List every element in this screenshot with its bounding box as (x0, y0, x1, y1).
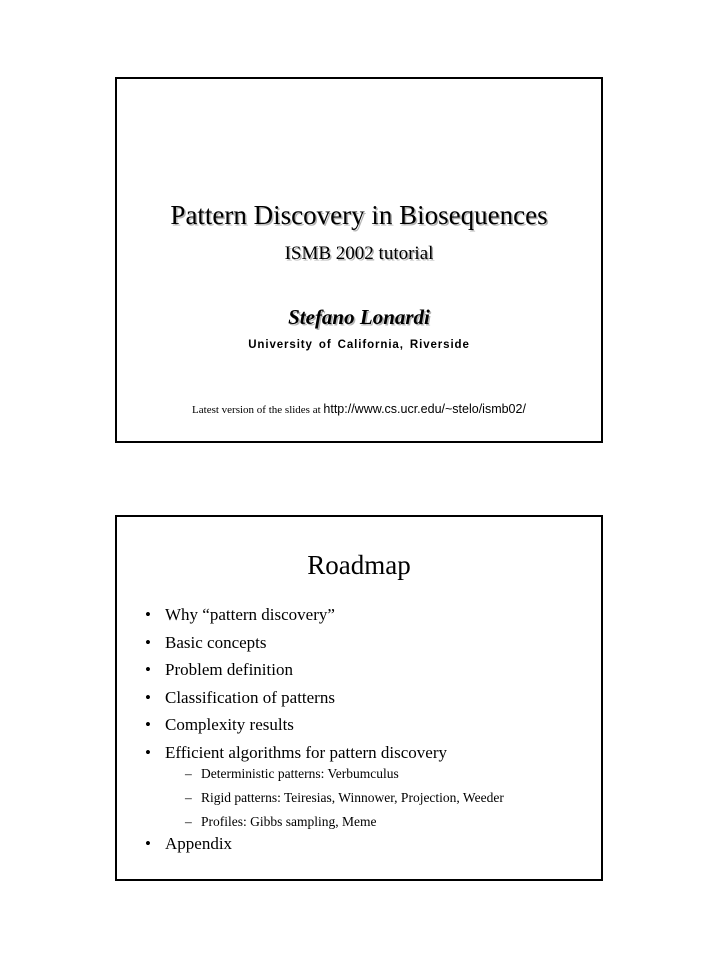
sub-list-item-text: Deterministic patterns: Verbumculus (201, 765, 399, 781)
sub-list-item (165, 790, 504, 806)
list-item-text: Classification of patterns (165, 687, 335, 707)
list-item (145, 715, 504, 735)
author-affiliation: University of California, Riverside (248, 339, 470, 351)
bullet-icon: • (145, 833, 151, 853)
bullet-icon: • (145, 715, 151, 735)
dash-icon: – (185, 765, 192, 781)
list-item (145, 834, 504, 854)
dash-icon: – (185, 813, 192, 829)
title-slide (115, 77, 603, 443)
sub-list-item-text: Profiles: Gibbs sampling, Meme (201, 813, 377, 829)
slide-title: Roadmap (307, 550, 411, 580)
list-item (145, 688, 504, 708)
slide-subtitle: ISMB 2002 tutorial (284, 243, 434, 264)
list-item-text: Why “pattern discovery” (165, 605, 335, 624)
sub-list-item (165, 814, 504, 830)
sub-list (165, 766, 504, 830)
slide-title: Pattern Discovery in Biosequences (170, 200, 548, 230)
list-item (145, 743, 504, 830)
roadmap-slide (115, 515, 603, 881)
bullet-icon: • (145, 605, 151, 624)
list-item (145, 660, 504, 680)
list-item-text: Appendix (165, 833, 233, 853)
dash-icon: – (185, 789, 192, 805)
latest-version-prefix: Latest version of the slides at (192, 404, 321, 416)
roadmap-list (145, 605, 504, 862)
sub-list-item (165, 766, 504, 782)
author-name: Stefano Lonardi (288, 305, 430, 329)
bullet-icon: • (145, 742, 151, 762)
bullet-icon: • (145, 660, 151, 680)
bullet-icon: • (145, 632, 151, 652)
list-item-text: Basic concepts (165, 632, 267, 652)
list-item (145, 633, 504, 653)
sub-list-item-text: Rigid patterns: Teiresias, Winnower, Projection, Weeder (201, 789, 504, 805)
list-item (145, 605, 504, 625)
list-item-text: Complexity results (165, 715, 294, 735)
latest-version-url[interactable]: http://www.cs.ucr.edu/~stelo/ismb02/ (323, 402, 526, 416)
bullet-icon: • (145, 687, 151, 707)
list-item-text: Efficient algorithms for pattern discovery (165, 742, 447, 762)
list-item-text: Problem definition (165, 660, 293, 680)
latest-version-note (117, 401, 601, 418)
